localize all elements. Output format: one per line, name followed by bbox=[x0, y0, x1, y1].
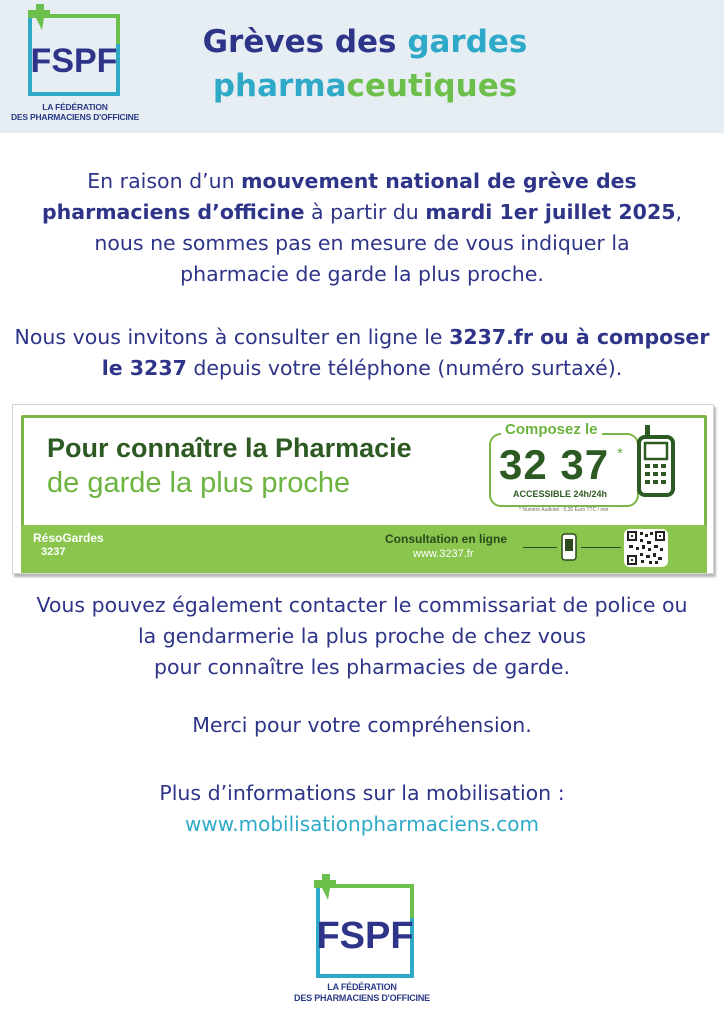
invite-paragraph bbox=[0, 322, 724, 384]
more-info-label: Plus d’informations sur la mobilisation : bbox=[159, 781, 565, 805]
svg-text:FSPF: FSPF bbox=[30, 42, 118, 80]
fspf-logo bbox=[10, 4, 140, 126]
fspf-footer-logo bbox=[292, 872, 432, 1012]
banner-headline: Pour connaître la Pharmacie bbox=[47, 433, 412, 463]
compose-number: 32 37 bbox=[499, 441, 610, 488]
intro-text-1: En raison d’un bbox=[87, 169, 242, 193]
compose-star: * bbox=[617, 445, 623, 462]
logo-caption-line2: DES PHARMACIENS D'OFFICINE bbox=[10, 112, 140, 122]
intro-paragraph bbox=[0, 166, 724, 290]
connector-line-left bbox=[523, 547, 557, 548]
police-line-2: la gendarmerie la plus proche de chez vous bbox=[137, 624, 587, 648]
mobilisation-link[interactable]: www.mobilisationpharmaciens.com bbox=[185, 812, 539, 836]
reso-logo-number: 3237 bbox=[41, 546, 66, 558]
compose-label: Composez le bbox=[501, 421, 602, 438]
compose-note: * Numéro Audiotel : 0,35 Euro TTC / min bbox=[519, 507, 609, 513]
fspf-footer-logo-mark bbox=[292, 872, 432, 984]
page-title bbox=[150, 20, 580, 108]
footer-caption-line1: LA FÉDÉRATION bbox=[327, 982, 397, 992]
consult-url: www.3237.fr bbox=[413, 548, 474, 560]
qr-code-icon bbox=[624, 529, 668, 567]
title-part-gardes: gardes bbox=[407, 24, 528, 60]
invite-bold: 3237.fr ou à composer le 3237 bbox=[101, 325, 710, 380]
invite-text-1: Nous vous invitons à consulter en ligne le bbox=[14, 325, 450, 349]
intro-text-5: pharmacie de garde la plus proche. bbox=[180, 262, 544, 286]
connector-line-right bbox=[581, 547, 621, 548]
title-part-pharma: pharma bbox=[212, 68, 347, 104]
intro-bold-strike: mouvement national de grève des pharmaciens d’officine bbox=[41, 169, 637, 224]
header-band bbox=[0, 0, 724, 133]
fspf-logo-mark bbox=[10, 4, 140, 106]
police-line-3: pour connaître les pharmacies de garde. bbox=[153, 655, 571, 679]
resogardes-banner bbox=[12, 404, 714, 574]
title-line1 bbox=[150, 20, 580, 64]
intro-text-3: , bbox=[675, 200, 682, 224]
title-part-greves: Grèves des bbox=[202, 24, 408, 60]
reso-logo-name: RésoGardes bbox=[33, 531, 104, 545]
intro-text-4: nous ne sommes pas en mesure de vous indiquer la bbox=[94, 231, 630, 255]
footer-caption-line2: DES PHARMACIENS D'OFFICINE bbox=[294, 993, 430, 1003]
police-paragraph bbox=[0, 590, 724, 683]
title-line2 bbox=[150, 64, 580, 108]
invite-text-2: depuis votre téléphone (numéro surtaxé). bbox=[186, 356, 623, 380]
svg-text:FSPF: FSPF bbox=[316, 915, 414, 957]
consult-label: Consultation en ligne bbox=[385, 532, 507, 546]
banner-subline: de garde la plus proche bbox=[47, 467, 351, 499]
thanks-text: Merci pour votre compréhension. bbox=[192, 713, 532, 737]
title-part-ceutiques: ceutiques bbox=[346, 68, 518, 104]
mobile-phone-icon bbox=[633, 421, 679, 506]
police-line-1: Vous pouvez également contacter le commissariat de police ou bbox=[36, 593, 688, 617]
resogardes-logo bbox=[33, 531, 104, 559]
intro-text-2: à partir du bbox=[304, 200, 426, 224]
compose-accessible: ACCESSIBLE 24h/24h bbox=[513, 489, 608, 499]
logo-caption-line1: LA FÉDÉRATION bbox=[42, 102, 108, 112]
banner-green-strip bbox=[21, 525, 707, 573]
smartphone-icon bbox=[561, 533, 577, 566]
intro-bold-date: mardi 1er juillet 2025 bbox=[425, 200, 676, 224]
